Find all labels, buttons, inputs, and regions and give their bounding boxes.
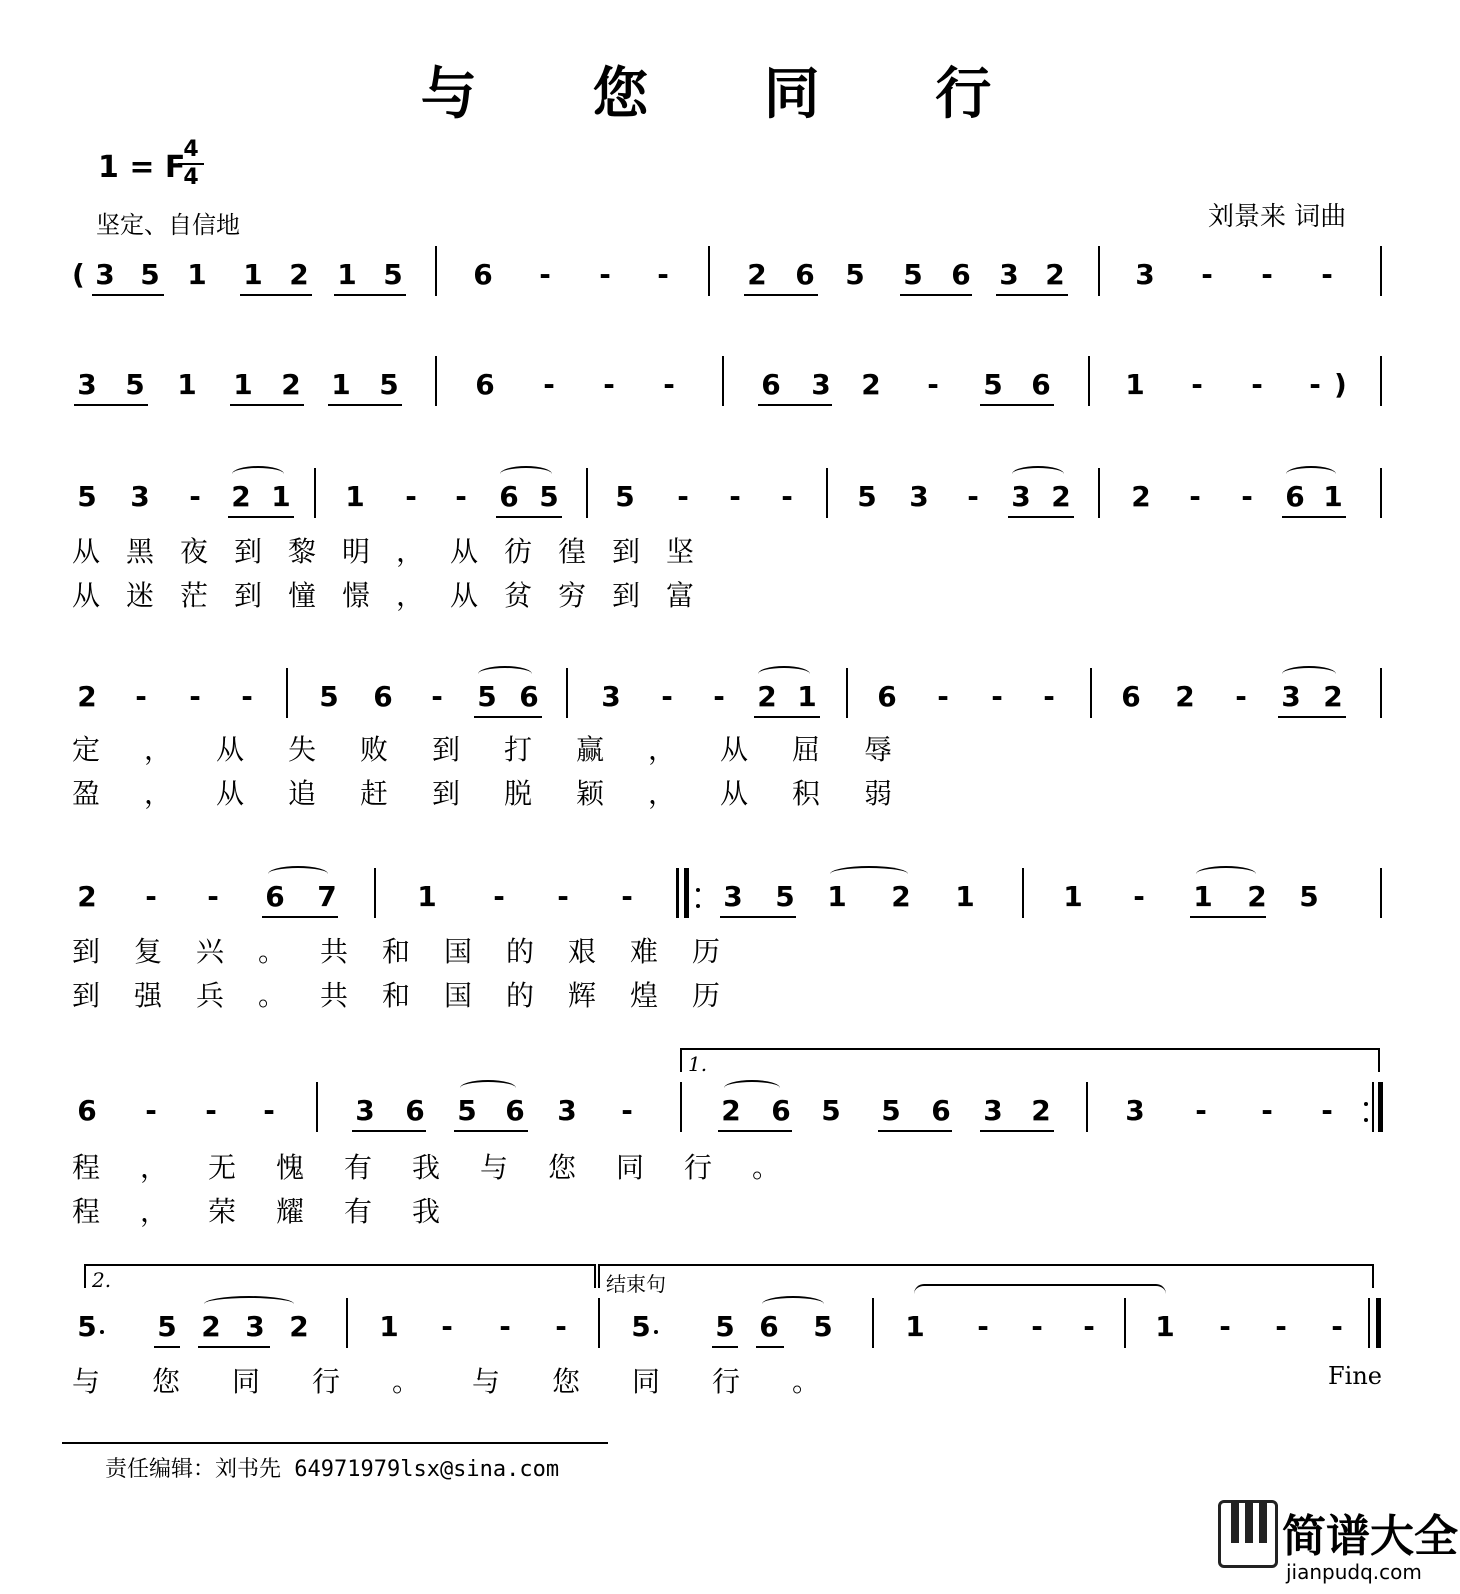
notation-row-7: 5 5 2 3 2 1 - - - 5 5 6 5 1 - - - 1 - - -: [0, 1310, 1460, 1350]
time-signature-bottom: 4: [183, 165, 199, 190]
lyric-5a-text: 到复兴。共和国的艰难历: [72, 935, 755, 968]
lyric-line-4-verse-1: 定，从失败到打赢，从屈辱: [72, 733, 937, 766]
fine-marking: Fine: [1328, 1362, 1382, 1390]
ending-label: 结束句: [606, 1272, 666, 1296]
notation-row-5: 2 - - 6 7 1 - - - 3 5 1 2 1 1 - 1 2 5: [0, 880, 1460, 920]
lyric-line-6-verse-2: 程，荣耀有我: [72, 1195, 481, 1228]
lyric-line-4-verse-2: 盈，从追赶到脱颖，从积弱: [72, 777, 937, 810]
lyric-line-7: 与您同行。与您同行。: [72, 1365, 873, 1398]
key-signature: 1 = F: [98, 150, 186, 185]
volta-2-label: 2.: [92, 1268, 112, 1292]
notation-row-2: 3 5 1 1 2 1 5 6 - - - 6 3 2 - 5 6 1 - - - ): [0, 368, 1460, 408]
notation-row-4: 2 - - - 5 6 - 5 6 3 - - 2 1 6 - - - 6 2 - 3 2: [0, 680, 1460, 720]
lyric-line-5-verse-2: [72, 974, 754, 1014]
footer-divider: [62, 1442, 608, 1444]
site-logo-url: jianpudq.com: [1286, 1560, 1422, 1584]
editor-credit: 责任编辑：刘书先 64971979lsx@sina.com: [105, 1457, 560, 1482]
time-signature-top: 4: [183, 137, 199, 162]
lyric-5b-text: 到强兵。共和国的辉煌历: [72, 979, 755, 1012]
lyric-line-5-verse-1: [72, 930, 754, 970]
song-title: 与 您 同 行: [420, 62, 1040, 127]
notation-row-6: 6 - - - 3 6 5 6 3 - 2 6 5 5 6 3 2 3 - - -: [0, 1094, 1460, 1134]
time-signature: [178, 138, 204, 190]
volta-1-label: 1.: [688, 1052, 708, 1076]
volta-1-bracket: [680, 1048, 1380, 1076]
lyric-line-3-verse-2: 从迷茫到憧憬，从贫穷到富: [72, 579, 721, 612]
piano-logo-icon: [1218, 1500, 1278, 1568]
composer-credit: 刘景来 词曲: [1208, 202, 1347, 232]
tempo-marking: 坚定、自信地: [96, 211, 240, 239]
lyric-line-6-verse-1: 程，无愧有我与您同行。: [72, 1151, 821, 1184]
notation-row-1: ( 3 5 1 1 2 1 5 6 - - - 2 6 5 5 6 3 2 3 - - -: [0, 258, 1460, 298]
volta-2-bracket: [84, 1264, 596, 1292]
lyric-line-3-verse-1: 从黑夜到黎明，从彷徨到坚: [72, 535, 721, 568]
site-logo-name: 简谱大全: [1282, 1511, 1458, 1562]
notation-row-3: 5 3 - 2 1 1 - - 6 5 5 - - - 5 3 - 3 2 2 - - 6 1: [0, 480, 1460, 520]
